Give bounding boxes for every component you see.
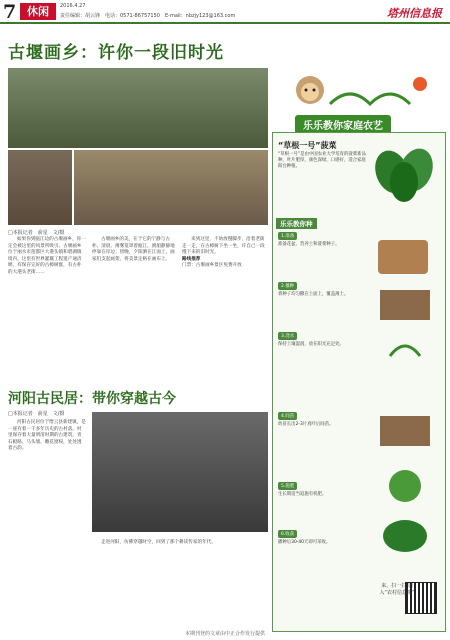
article2-col1-text: 河阳古民居位于缙云县新建镇，是一座有着一千多年历史的古村落。村里保存着大量明清时期的古建筑，青石板路、马头墙、雕花窗棂，处处透着古韵。 xyxy=(8,420,86,452)
step-5-tag: 5.施肥 xyxy=(278,482,297,490)
article1-col3-text: 来到这里，不妨放慢脚步，沿着老街走一走，在古樟树下坐一坐，许自己一段慢下来的旧时光。 xyxy=(182,237,265,256)
page-header xyxy=(0,0,450,24)
route-label: 路线推荐 xyxy=(182,256,201,262)
card-intro: “草根一号”是由中国农业大学培育的菠菜新品种，叶片肥厚，颜色深绿，口感好，适合家庭阳台种植。 xyxy=(278,152,366,169)
page-number: 7 xyxy=(3,1,17,23)
article1-col3 xyxy=(182,237,266,377)
step-6-tag: 6.收获 xyxy=(278,530,297,538)
step-3-tag: 3.浇水 xyxy=(278,332,297,340)
article2-col2-text: 走进河阳，仿佛穿越时空，回到了那个耕读传家的年代。 xyxy=(101,540,216,545)
editor-info: 责任编辑：胡云锋 电话：0571-86757150 E-mail：nbzjy123@163.com xyxy=(60,13,236,19)
article1-col2-text: 古堰画乡的美，在于它的宁静与古朴。清晨，薄雾笼罩着瓯江，渔船静静地停靠在岸边；傍晚，夕阳洒在江面上，画家们支起画架，将美景定格在画布上。 xyxy=(92,237,175,262)
step-illustrations xyxy=(370,236,440,576)
step-4-text: 幼苗长出2-3片真叶后间苗。 xyxy=(278,422,334,427)
article2-caption: □本报记者 俞星 文/摄 xyxy=(8,411,65,417)
article2-col1 xyxy=(8,420,86,625)
photo-street xyxy=(74,150,268,225)
article1-col1-text: 如果你到瓯江边的古堰画乡，你一定会被这里的风景所吸引。古堰画乡位于丽水市莲都区大港头镇和碧湖镇境内，这里有世界灌溉工程遗产通济堰，有保存完好的古樟树群，有古朴的大港头老街…… xyxy=(8,237,86,275)
step-2-tag: 2.播种 xyxy=(278,282,297,290)
photo-village xyxy=(8,68,268,148)
ticket-info: 门票：古堰画乡景区免费开放 xyxy=(182,263,242,269)
step-2-text: 将种子均匀撒在土面上，覆盖薄土。 xyxy=(278,292,349,297)
masthead-logo: 塔州信息报 xyxy=(387,7,442,20)
page-footer: 本期刊登的文章由中正合作发行提供 xyxy=(184,631,265,637)
photo-old-house xyxy=(92,412,268,532)
step-5-text: 生长期适当追施有机肥。 xyxy=(278,492,327,497)
article1-col1 xyxy=(8,237,86,377)
column-title: 乐乐教你家庭农艺 xyxy=(295,115,391,134)
photo-shop xyxy=(8,150,72,225)
monkey-illustration xyxy=(270,64,446,118)
step-1-text: 准备花盆、营养土和菠菜种子。 xyxy=(278,242,340,247)
section-tag: 休闲 xyxy=(20,3,56,20)
step-4-tag: 4.间苗 xyxy=(278,412,297,420)
article1-title: 古堰画乡：许你一段旧时光 xyxy=(8,43,224,63)
card-title: “草根一号”菠菜 xyxy=(278,141,337,150)
how-to-title: 乐乐教你种 xyxy=(276,218,317,229)
article2-col2 xyxy=(92,540,268,625)
article1-col2 xyxy=(92,237,176,377)
issue-date: 2016.4.27 xyxy=(60,3,86,9)
step-3-text: 保持土壤湿润，放在阳光充足处。 xyxy=(278,342,344,347)
step-6-text: 播种后30-40天即可采收。 xyxy=(278,540,331,545)
spinach-illustration xyxy=(372,142,440,212)
step-1-tag: 1.准备 xyxy=(278,232,297,240)
qr-caption: 来，扫一扫 加入“农村信息报” xyxy=(379,583,415,596)
article2-title: 河阳古民居：带你穿越古今 xyxy=(8,391,176,407)
article1-caption: □本报记者 俞星 文/摄 xyxy=(8,230,65,236)
